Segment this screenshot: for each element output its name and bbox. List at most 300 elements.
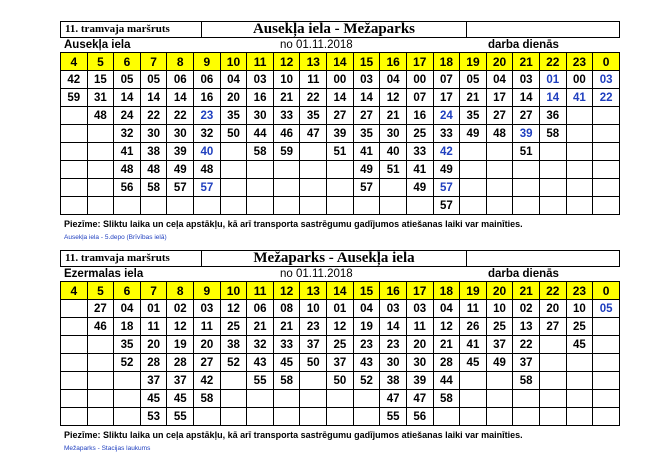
day-type: darba dienās [488, 268, 559, 280]
minute-cell [593, 179, 620, 197]
timetable-header [60, 250, 620, 267]
minute-cell [380, 179, 407, 197]
minute-cell: 20 [194, 336, 221, 354]
minutes-row [61, 179, 620, 197]
minute-cell: 30 [406, 354, 433, 372]
hour-cell: 22 [539, 282, 566, 300]
minute-cell: 41 [114, 143, 141, 161]
minute-cell: 18 [114, 318, 141, 336]
minute-cell: 33 [406, 143, 433, 161]
minute-cell [433, 408, 460, 426]
minute-cell: 22 [140, 107, 167, 125]
minute-cell: 06 [194, 71, 221, 89]
minute-cell: 12 [433, 318, 460, 336]
minute-cell: 31 [87, 89, 114, 107]
minute-cell [593, 372, 620, 390]
minute-cell: 50 [220, 125, 247, 143]
minute-cell [406, 197, 433, 215]
minute-cell: 25 [327, 336, 354, 354]
minute-cell: 49 [486, 354, 513, 372]
minute-cell [539, 143, 566, 161]
minute-cell [273, 179, 300, 197]
minute-cell: 43 [247, 354, 274, 372]
hour-cell: 0 [593, 53, 620, 71]
minute-cell: 50 [300, 354, 327, 372]
minute-cell: 05 [140, 71, 167, 89]
minute-cell: 04 [220, 71, 247, 89]
timetable-header [60, 21, 620, 38]
minute-cell: 19 [353, 318, 380, 336]
minute-cell [486, 161, 513, 179]
minute-cell [353, 197, 380, 215]
minute-cell: 49 [406, 179, 433, 197]
minute-cell: 15 [87, 71, 114, 89]
minute-cell: 35 [114, 336, 141, 354]
minute-cell: 46 [87, 318, 114, 336]
departure-table [60, 52, 620, 215]
minute-cell: 51 [513, 143, 540, 161]
timetable-1 [60, 21, 620, 243]
minute-cell: 58 [513, 372, 540, 390]
minute-cell: 43 [353, 354, 380, 372]
minutes-row [61, 197, 620, 215]
hour-cell: 9 [194, 282, 221, 300]
minute-cell: 32 [194, 125, 221, 143]
minute-cell [513, 179, 540, 197]
minute-cell: 27 [539, 318, 566, 336]
hour-cell: 21 [513, 282, 540, 300]
minute-cell: 23 [353, 336, 380, 354]
minute-cell [247, 161, 274, 179]
minute-cell: 28 [167, 354, 194, 372]
minute-cell: 27 [194, 354, 221, 372]
minute-cell [61, 318, 88, 336]
hour-cell: 20 [486, 53, 513, 71]
minutes-row [61, 408, 620, 426]
minute-cell [353, 390, 380, 408]
minute-cell: 20 [140, 336, 167, 354]
minute-cell: 47 [406, 390, 433, 408]
stop-list: Mežaparks - Stacijas laukums [64, 445, 151, 452]
minute-cell: 01 [327, 300, 354, 318]
minute-cell: 35 [300, 107, 327, 125]
minute-cell: 04 [486, 71, 513, 89]
hour-cell: 7 [140, 53, 167, 71]
minute-cell [220, 408, 247, 426]
minutes-row [61, 372, 620, 390]
hour-cell: 5 [87, 53, 114, 71]
minute-cell: 44 [433, 372, 460, 390]
minute-cell [273, 161, 300, 179]
minute-cell [460, 408, 487, 426]
minute-cell: 59 [61, 89, 88, 107]
minute-cell [273, 408, 300, 426]
minute-cell: 33 [273, 107, 300, 125]
minute-cell: 37 [327, 354, 354, 372]
minute-cell [486, 390, 513, 408]
minute-cell [593, 143, 620, 161]
hour-cell: 13 [300, 282, 327, 300]
minute-cell [593, 390, 620, 408]
minute-cell [566, 161, 593, 179]
note-text: Piezīme: Sliktu laika un ceļa apstākļu, kā arī transporta sastrēgumu gadījumos atiešanas laiki var mainīties. [64, 430, 523, 440]
minute-cell: 14 [380, 318, 407, 336]
minute-cell [593, 197, 620, 215]
minute-cell [566, 179, 593, 197]
hour-cell: 14 [327, 53, 354, 71]
minute-cell: 20 [406, 336, 433, 354]
minute-cell [61, 408, 88, 426]
minute-cell: 50 [327, 372, 354, 390]
hour-cell: 13 [300, 53, 327, 71]
minute-cell [486, 372, 513, 390]
minute-cell: 45 [566, 336, 593, 354]
minute-cell: 58 [140, 179, 167, 197]
hour-cell: 11 [247, 53, 274, 71]
minutes-row [61, 125, 620, 143]
minute-cell [593, 107, 620, 125]
minute-cell: 49 [167, 161, 194, 179]
timetable-subheader [60, 267, 620, 281]
minute-cell: 14 [167, 89, 194, 107]
hour-cell: 23 [566, 53, 593, 71]
minute-cell [539, 197, 566, 215]
minute-cell: 30 [380, 354, 407, 372]
minute-cell: 11 [406, 318, 433, 336]
minute-cell: 26 [460, 318, 487, 336]
minute-cell [87, 354, 114, 372]
route-label: 11. tramvaja maršruts [61, 22, 202, 37]
minute-cell [460, 372, 487, 390]
minute-cell [300, 197, 327, 215]
minute-cell: 11 [300, 71, 327, 89]
minutes-row [61, 161, 620, 179]
minute-cell: 00 [327, 71, 354, 89]
minute-cell: 23 [380, 336, 407, 354]
hour-cell: 4 [61, 282, 88, 300]
minute-cell: 08 [273, 300, 300, 318]
minute-cell [566, 354, 593, 372]
minute-cell: 14 [140, 89, 167, 107]
minute-cell: 30 [380, 125, 407, 143]
minute-cell: 57 [353, 179, 380, 197]
minute-cell: 03 [593, 71, 620, 89]
minute-cell [566, 125, 593, 143]
minute-cell: 55 [380, 408, 407, 426]
minute-cell [460, 390, 487, 408]
minute-cell [566, 390, 593, 408]
minute-cell: 45 [460, 354, 487, 372]
minute-cell: 22 [593, 89, 620, 107]
minute-cell: 39 [406, 372, 433, 390]
minute-cell: 39 [167, 143, 194, 161]
minute-cell: 37 [140, 372, 167, 390]
minute-cell [61, 161, 88, 179]
minute-cell [87, 143, 114, 161]
hour-cell: 19 [460, 53, 487, 71]
minute-cell: 42 [194, 372, 221, 390]
hour-cell: 11 [247, 282, 274, 300]
minute-cell: 21 [460, 89, 487, 107]
minutes-row [61, 107, 620, 125]
valid-from-date: no 01.11.2018 [280, 268, 353, 280]
minute-cell: 30 [167, 125, 194, 143]
hour-cell: 0 [593, 282, 620, 300]
minute-cell [167, 197, 194, 215]
minutes-row [61, 318, 620, 336]
minute-cell: 03 [406, 300, 433, 318]
minute-cell: 03 [353, 71, 380, 89]
minute-cell: 11 [460, 300, 487, 318]
minute-cell [114, 390, 141, 408]
minute-cell: 04 [353, 300, 380, 318]
minute-cell [247, 408, 274, 426]
minute-cell [220, 161, 247, 179]
hour-cell: 16 [380, 282, 407, 300]
minute-cell [87, 408, 114, 426]
minute-cell: 04 [433, 300, 460, 318]
minute-cell [87, 336, 114, 354]
minutes-row [61, 143, 620, 161]
minute-cell [140, 197, 167, 215]
minute-cell [566, 107, 593, 125]
minute-cell: 07 [433, 71, 460, 89]
minute-cell [114, 372, 141, 390]
minute-cell [460, 197, 487, 215]
minute-cell: 12 [327, 318, 354, 336]
minute-cell: 01 [539, 71, 566, 89]
minute-cell: 16 [194, 89, 221, 107]
minute-cell: 16 [247, 89, 274, 107]
minute-cell [539, 161, 566, 179]
minute-cell [194, 408, 221, 426]
minute-cell [220, 372, 247, 390]
minute-cell: 04 [114, 300, 141, 318]
minute-cell: 41 [566, 89, 593, 107]
minute-cell: 57 [167, 179, 194, 197]
minute-cell: 01 [140, 300, 167, 318]
minute-cell: 42 [61, 71, 88, 89]
minute-cell [486, 143, 513, 161]
stop-name: Ausekļa iela [64, 39, 131, 51]
minute-cell [220, 197, 247, 215]
minute-cell [300, 143, 327, 161]
minute-cell: 42 [433, 143, 460, 161]
timetable-2 [60, 250, 620, 454]
minute-cell [513, 390, 540, 408]
minute-cell [220, 143, 247, 161]
minute-cell: 10 [486, 300, 513, 318]
minute-cell: 17 [433, 89, 460, 107]
minute-cell: 58 [194, 390, 221, 408]
minute-cell [353, 408, 380, 426]
minute-cell: 06 [167, 71, 194, 89]
minutes-row [61, 300, 620, 318]
minute-cell [327, 408, 354, 426]
minute-cell: 35 [353, 125, 380, 143]
hour-cell: 14 [327, 282, 354, 300]
hour-cell: 8 [167, 282, 194, 300]
minute-cell [566, 372, 593, 390]
hour-cell: 4 [61, 53, 88, 71]
minute-cell: 45 [140, 390, 167, 408]
minute-cell [61, 143, 88, 161]
minute-cell: 38 [380, 372, 407, 390]
minute-cell [460, 143, 487, 161]
minute-cell: 24 [114, 107, 141, 125]
minute-cell: 57 [433, 197, 460, 215]
minutes-row [61, 390, 620, 408]
hour-cell: 20 [486, 282, 513, 300]
minute-cell: 45 [167, 390, 194, 408]
minute-cell [327, 179, 354, 197]
minute-cell: 05 [114, 71, 141, 89]
minute-cell [513, 408, 540, 426]
minute-cell: 55 [167, 408, 194, 426]
minute-cell: 03 [194, 300, 221, 318]
minute-cell: 14 [353, 89, 380, 107]
minute-cell: 14 [513, 89, 540, 107]
minute-cell: 52 [114, 354, 141, 372]
minute-cell [539, 354, 566, 372]
minute-cell: 33 [433, 125, 460, 143]
hour-cell: 16 [380, 53, 407, 71]
minutes-row [61, 89, 620, 107]
minute-cell: 22 [300, 89, 327, 107]
minute-cell: 21 [273, 89, 300, 107]
minute-cell: 57 [433, 179, 460, 197]
minute-cell: 12 [380, 89, 407, 107]
minute-cell: 14 [327, 89, 354, 107]
minute-cell: 27 [87, 300, 114, 318]
minute-cell [87, 197, 114, 215]
minute-cell: 11 [140, 318, 167, 336]
minute-cell [566, 197, 593, 215]
minute-cell [220, 390, 247, 408]
minute-cell: 48 [140, 161, 167, 179]
minute-cell: 06 [247, 300, 274, 318]
minute-cell: 52 [220, 354, 247, 372]
minute-cell: 04 [380, 71, 407, 89]
minute-cell [220, 179, 247, 197]
minute-cell [300, 179, 327, 197]
timetable-subheader [60, 38, 620, 52]
minute-cell: 24 [433, 107, 460, 125]
minute-cell [566, 408, 593, 426]
minute-cell [539, 336, 566, 354]
minute-cell [61, 372, 88, 390]
minute-cell: 38 [220, 336, 247, 354]
hour-cell: 15 [353, 53, 380, 71]
hour-row [61, 53, 620, 71]
minute-cell: 02 [513, 300, 540, 318]
minute-cell: 40 [194, 143, 221, 161]
minute-cell [593, 354, 620, 372]
minute-cell: 35 [460, 107, 487, 125]
hour-cell: 5 [87, 282, 114, 300]
minute-cell: 07 [406, 89, 433, 107]
minute-cell [273, 390, 300, 408]
minute-cell: 14 [114, 89, 141, 107]
minute-cell: 27 [353, 107, 380, 125]
note-text: Piezīme: Sliktu laika un ceļa apstākļu, kā arī transporta sastrēgumu gadījumos atiešanas laiki var mainīties. [64, 219, 523, 229]
hour-cell: 18 [433, 53, 460, 71]
minute-cell [61, 197, 88, 215]
minute-cell: 20 [539, 300, 566, 318]
minutes-row [61, 336, 620, 354]
hour-cell: 19 [460, 282, 487, 300]
minute-cell: 13 [513, 318, 540, 336]
minute-cell [539, 408, 566, 426]
minute-cell [593, 161, 620, 179]
minute-cell: 45 [273, 354, 300, 372]
minute-cell: 49 [433, 161, 460, 179]
minute-cell: 32 [114, 125, 141, 143]
minute-cell: 30 [247, 107, 274, 125]
minute-cell [593, 408, 620, 426]
minute-cell: 35 [220, 107, 247, 125]
minute-cell [247, 390, 274, 408]
minute-cell: 21 [273, 318, 300, 336]
minute-cell [460, 161, 487, 179]
minute-cell: 47 [300, 125, 327, 143]
minute-cell [539, 179, 566, 197]
minute-cell: 56 [114, 179, 141, 197]
hour-cell: 12 [273, 282, 300, 300]
minute-cell: 02 [167, 300, 194, 318]
minute-cell: 37 [167, 372, 194, 390]
minute-cell: 19 [167, 336, 194, 354]
minute-cell [539, 390, 566, 408]
hour-cell: 15 [353, 282, 380, 300]
minute-cell: 21 [433, 336, 460, 354]
minute-cell [87, 179, 114, 197]
minute-cell: 51 [380, 161, 407, 179]
minute-cell [87, 390, 114, 408]
minute-cell: 17 [486, 89, 513, 107]
minute-cell: 11 [194, 318, 221, 336]
minute-cell [61, 354, 88, 372]
minute-cell: 46 [273, 125, 300, 143]
hour-cell: 21 [513, 53, 540, 71]
minute-cell: 30 [140, 125, 167, 143]
valid-from-date: no 01.11.2018 [280, 39, 353, 51]
minute-cell [300, 161, 327, 179]
minute-cell: 48 [87, 107, 114, 125]
minute-cell: 05 [460, 71, 487, 89]
minute-cell [247, 197, 274, 215]
direction-title: Ausekļa iela - Mežaparks [202, 22, 467, 37]
minute-cell: 37 [300, 336, 327, 354]
minute-cell: 27 [486, 107, 513, 125]
minute-cell: 37 [486, 336, 513, 354]
minute-cell: 41 [353, 143, 380, 161]
minute-cell: 03 [247, 71, 274, 89]
minute-cell [61, 107, 88, 125]
minute-cell: 44 [247, 125, 274, 143]
minute-cell: 14 [539, 89, 566, 107]
stop-list: Ausekļa iela - 5.depo (Brīvības ielā) [64, 234, 167, 241]
minute-cell: 41 [406, 161, 433, 179]
minute-cell: 25 [406, 125, 433, 143]
hour-cell: 17 [406, 53, 433, 71]
minute-cell: 25 [566, 318, 593, 336]
minute-cell: 53 [140, 408, 167, 426]
minute-cell [247, 179, 274, 197]
minute-cell: 58 [539, 125, 566, 143]
minute-cell [61, 179, 88, 197]
minute-cell: 58 [433, 390, 460, 408]
